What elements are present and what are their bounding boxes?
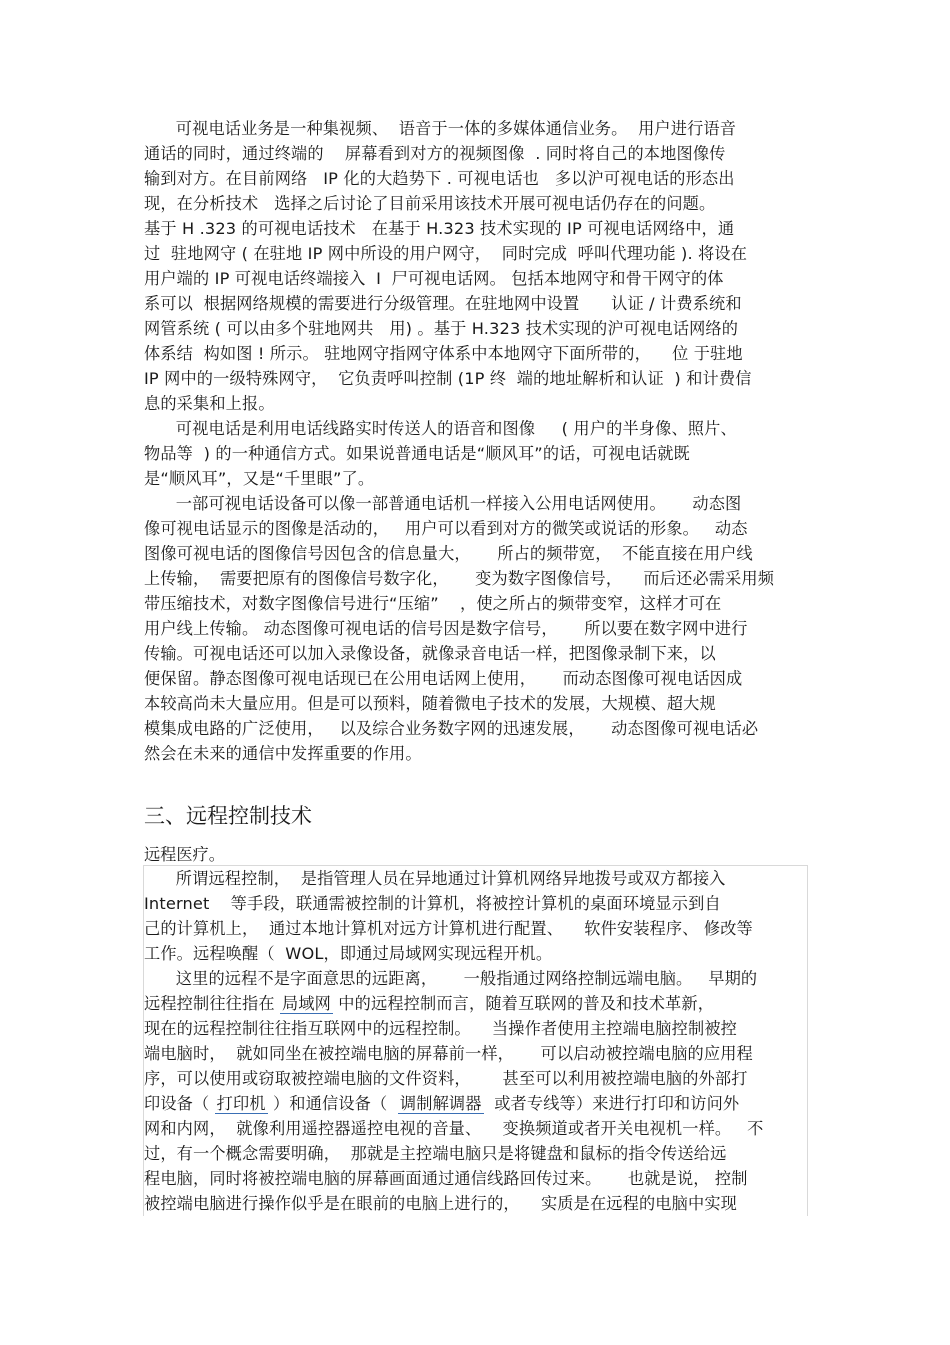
paragraph-line: 物品等 ) 的一种通信方式。如果说普通电话是“顺风耳”的话，可视电话就既 [144, 444, 690, 463]
link-lan[interactable]: 局域网 [282, 994, 332, 1013]
paragraph-line: 基于 H .323 的可视电话技术 在基于 H.323 技术实现的 IP 可视电话网络中，通 [144, 219, 735, 238]
paragraph-line: 输到对方。在目前网络 IP 化的大趋势下 . 可视电话也 多以沪可视电话的形态出 [144, 169, 735, 188]
paragraph-line: 图像可视电话的图像信号因包含的信息量大， 所占的频带宽， 不能直接在用户线 [144, 544, 753, 563]
paragraph-line: 模集成电路的广泛使用， 以及综合业务数字网的迅速发展， 动态图像可视电话必 [144, 719, 759, 738]
paragraph-line: 便保留。静态图像可视电话现已在公用电话网上使用， 而动态图像可视电话因成 [144, 669, 743, 688]
paragraph-line: 过 驻地网守 ( 在驻地 IP 网中所设的用户网守， 同时完成 呼叫代理功能 ). 将设在 [144, 244, 748, 263]
paragraph-line: 己的计算机上， 通过本地计算机对远方计算机进行配置、 软件安装程序、 修改等 [144, 919, 753, 938]
section-subheading: 远程医疗。 [144, 845, 225, 864]
paragraph-line: 一部可视电话设备可以像一部普通电话机一样接入公用电话网使用。 动态图 [144, 494, 742, 513]
paragraph-line: 被控端电脑进行操作似乎是在眼前的电脑上进行的， 实质是在远程的电脑中实现 [144, 1194, 737, 1213]
paragraph-line: 通话的同时，通过终端的 屏幕看到对方的视频图像 . 同时将自己的本地图像传 [144, 144, 726, 163]
paragraph-line: 端电脑时， 就如同坐在被控端电脑的屏幕前一样， 可以启动被控端电脑的应用程 [144, 1044, 753, 1063]
paragraph-line: 可视电话业务是一种集视频、 语音于一体的多媒体通信业务。 用户进行语音 [144, 119, 737, 138]
paragraph-line: 传输。可视电话还可以加入录像设备，就像录音电话一样，把图像录制下来，以 [144, 644, 716, 663]
paragraph-line: 上传输， 需要把原有的图像信号数字化， 变为数字图像信号， 而后还必需采用频 [144, 569, 775, 588]
paragraph-line: 可视电话是利用电话线路实时传送人的语音和图像 ( 用户的半身像、照片、 [144, 419, 737, 438]
paragraph-line: 过，有一个概念需要明确， 那就是主控端电脑只是将键盘和鼠标的指令传送给远 [144, 1144, 727, 1163]
text-run: 远程控制往往指在 [144, 994, 280, 1013]
paragraph-line: 像可视电话显示的图像是活动的， 用户可以看到对方的微笑或说话的形象。 动态 [144, 519, 748, 538]
paragraph-line: 体系结 构如图 ! 所示。 驻地网守指网守体系中本地网守下面所带的， 位 于驻地 [144, 344, 743, 363]
paragraph-line: 本较高尚未大量应用。但是可以预料，随着微电子技术的发展，大规模、超大规 [144, 694, 716, 713]
paragraph-line: 用户线上传输。 动态图像可视电话的信号因是数字信号， 所以要在数字网中进行 [144, 619, 748, 638]
paragraph-line: 序，可以使用或窃取被控端电脑的文件资料， 甚至可以利用被控端电脑的外部打 [144, 1069, 748, 1088]
text-run: 或者专线等）来进行打印和访问外 [483, 1094, 740, 1113]
paragraph-line [144, 1091, 806, 1116]
paragraph-line [144, 991, 806, 1016]
paragraph-line: 这里的远程不是字面意思的远距离， 一般指通过网络控制远端电脑。 早期的 [144, 969, 758, 988]
paragraph-line: 网和内网， 就像利用遥控器遥控电视的音量、 变换频道或者开关电视机一样。 不 [144, 1119, 764, 1138]
link-modem[interactable]: 调制解调器 [399, 1094, 482, 1113]
paragraph-line: 息的采集和上报。 [144, 394, 275, 413]
paragraph-line: 是“顺风耳”，又是“千里眼”了。 [144, 469, 375, 488]
paragraph-line: 系可以 根据网络规模的需要进行分级管理。在驻地网中设置 认证 / 计费系统和 [144, 294, 742, 313]
paragraph-line: 网管系统 ( 可以由多个驻地网共 用) 。基于 H.323 技术实现的沪可视电话网络的 [144, 319, 739, 338]
paragraph-line: 现，在分析技术 选择之后讨论了目前采用该技术开展可视电话仍存在的问题。 [144, 194, 716, 213]
section-heading: 三、远程控制技术 [144, 804, 312, 828]
paragraph-line: Internet 等手段，联通需被控制的计算机，将被控计算机的桌面环境显示到自 [144, 894, 721, 913]
paragraph-line: 现在的远程控制往往指互联网中的远程控制。 当操作者使用主控端电脑控制被控 [144, 1019, 737, 1038]
paragraph-line: 用户端的 IP 可视电话终端接入 I 尸可视电话网。 包括本地网守和骨干网守的体 [144, 269, 724, 288]
paragraph-line: 然会在未来的通信中发挥重要的作用。 [144, 744, 422, 763]
text-run: ）和通信设备（ [267, 1094, 398, 1113]
paragraph-line: 程电脑，同时将被控端电脑的屏幕画面通过通信线路回传过来。 也就是说， 控制 [144, 1169, 748, 1188]
text-run: 印设备（ [144, 1094, 215, 1113]
paragraph-line: IP 网中的一级特殊网守， 它负责呼叫控制 (1P 终 端的地址解析和认证 ) 和计费信 [144, 369, 752, 388]
paragraph-line: 所谓远程控制， 是指管理人员在异地通过计算机网络异地拨号或双方都接入 [144, 869, 726, 888]
link-printer[interactable]: 打印机 [216, 1094, 266, 1113]
paragraph-line: 工作。远程唤醒（ WOL，即通过局域网实现远程开机。 [144, 944, 553, 963]
paragraph-line: 带压缩技术，对数字图像信号进行“压缩” ，使之所占的频带变窄，这样才可在 [144, 594, 722, 613]
text-run: 中的远程控制而言，随着互联网的普及和技术革新， [333, 994, 715, 1013]
